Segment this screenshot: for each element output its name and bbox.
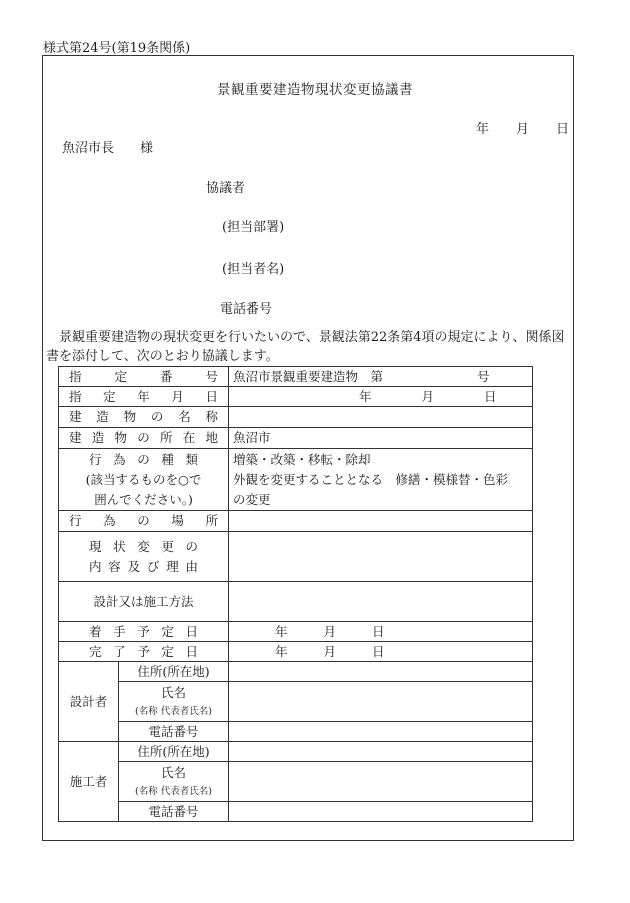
constructor-name-cell[interactable] <box>229 762 533 802</box>
building-name-label: 建造物の名称 <box>59 407 229 428</box>
table-row <box>59 511 533 532</box>
designation-date-label: 指定年月日 <box>59 387 229 407</box>
action-type-options-1: 増築・改築・移転・除却 <box>233 451 371 467</box>
action-place-label: 行為の場所 <box>59 511 229 532</box>
design-method-label: 設計又は施工方法 <box>59 582 229 622</box>
constructor-address-label: 住所(所在地) <box>119 742 229 762</box>
action-type-options-3: の変更 <box>233 491 271 507</box>
designer-name-note: (名称 代表者氏名) <box>135 705 212 717</box>
designer-group-label: 設計者 <box>59 662 119 742</box>
change-details-label-cell <box>59 532 229 582</box>
start-date-year: 年 <box>275 623 288 639</box>
table-row <box>59 387 533 407</box>
designer-address-label: 住所(所在地) <box>119 662 229 682</box>
constructor-name-label: 氏名 <box>161 764 187 780</box>
table-row <box>59 582 533 622</box>
designer-phone-label: 電話番号 <box>119 722 229 742</box>
action-type-note-1: (該当するものを○で <box>85 471 202 487</box>
constructor-group-label: 施工者 <box>59 742 119 822</box>
action-type-options-2: 外観を変更することとなる 修繕・模様替・色彩 <box>233 471 509 487</box>
designation-date-cell[interactable] <box>229 387 533 407</box>
building-location-cell[interactable]: 魚沼市 <box>229 428 533 449</box>
start-date-cell[interactable] <box>229 622 533 642</box>
designation-number-prefix: 魚沼市景観重要建造物 第 <box>233 368 384 384</box>
page-title: 景観重要建造物現状変更協議書 <box>217 82 413 98</box>
completion-date-month: 月 <box>323 643 336 659</box>
table-row <box>59 742 533 762</box>
completion-date-day: 日 <box>371 643 385 659</box>
table-row <box>59 682 533 722</box>
table-row <box>59 642 533 662</box>
action-type-label: 行為の種類 <box>89 451 199 467</box>
department-label: (担当部署) <box>222 220 285 235</box>
start-date-label: 着手予定日 <box>59 622 229 642</box>
phone-label: 電話番号 <box>220 302 273 317</box>
designer-address-cell[interactable] <box>229 662 533 682</box>
table-row <box>59 407 533 428</box>
completion-date-cell[interactable] <box>229 642 533 662</box>
table-row <box>59 802 533 822</box>
table-row <box>59 622 533 642</box>
table-row <box>59 662 533 682</box>
designation-number-cell[interactable] <box>229 367 533 387</box>
building-name-cell[interactable] <box>229 407 533 428</box>
designer-phone-cell[interactable] <box>229 722 533 742</box>
design-method-cell[interactable] <box>229 582 533 622</box>
action-type-label-cell <box>59 449 229 511</box>
applicant-label: 協議者 <box>206 181 246 196</box>
action-type-note-2: 囲んでください。) <box>94 491 193 507</box>
constructor-phone-cell[interactable] <box>229 802 533 822</box>
designation-date-year: 年 <box>359 388 372 404</box>
table-row <box>59 532 533 582</box>
building-location-label: 建造物の所在地 <box>59 428 229 449</box>
designer-name-label-cell <box>119 682 229 722</box>
constructor-address-cell[interactable] <box>229 742 533 762</box>
form-number: 様式第24号(第19条関係) <box>43 41 191 56</box>
table-row <box>59 428 533 449</box>
start-date-day: 日 <box>371 623 385 639</box>
change-details-label-1: 現状変更の <box>89 538 199 554</box>
constructor-phone-label: 電話番号 <box>119 802 229 822</box>
intro-text: 景観重要建造物の現状変更を行いたいので、景観法第22条第4項の規定により、関係図書を添付して、次のとおり協議します。 <box>46 330 565 364</box>
application-table <box>58 366 533 822</box>
constructor-name-note: (名称 代表者氏名) <box>135 785 212 797</box>
date-day-label: 日 <box>556 122 570 137</box>
completion-date-label: 完了予定日 <box>59 642 229 662</box>
completion-date-year: 年 <box>275 643 288 659</box>
table-row <box>59 367 533 387</box>
designer-name-label: 氏名 <box>161 684 187 700</box>
constructor-name-label-cell <box>119 762 229 802</box>
person-in-charge-label: (担当者名) <box>222 262 285 277</box>
date-month-label: 月 <box>516 122 530 137</box>
start-date-month: 月 <box>323 623 336 639</box>
designation-number-label: 指定番号 <box>59 367 229 387</box>
change-details-cell[interactable] <box>229 532 533 582</box>
action-place-cell[interactable] <box>229 511 533 532</box>
designation-number-suffix: 号 <box>477 368 490 384</box>
designation-date-month: 月 <box>421 388 434 404</box>
change-details-label-2: 内容及び理由 <box>89 558 199 574</box>
table-row <box>59 722 533 742</box>
action-type-options-cell[interactable] <box>229 449 533 511</box>
date-year-label: 年 <box>476 122 490 137</box>
recipient: 魚沼市長 様 <box>62 141 154 156</box>
table-row <box>59 762 533 802</box>
designer-name-cell[interactable] <box>229 682 533 722</box>
table-row <box>59 449 533 511</box>
designation-date-day: 日 <box>483 388 497 404</box>
